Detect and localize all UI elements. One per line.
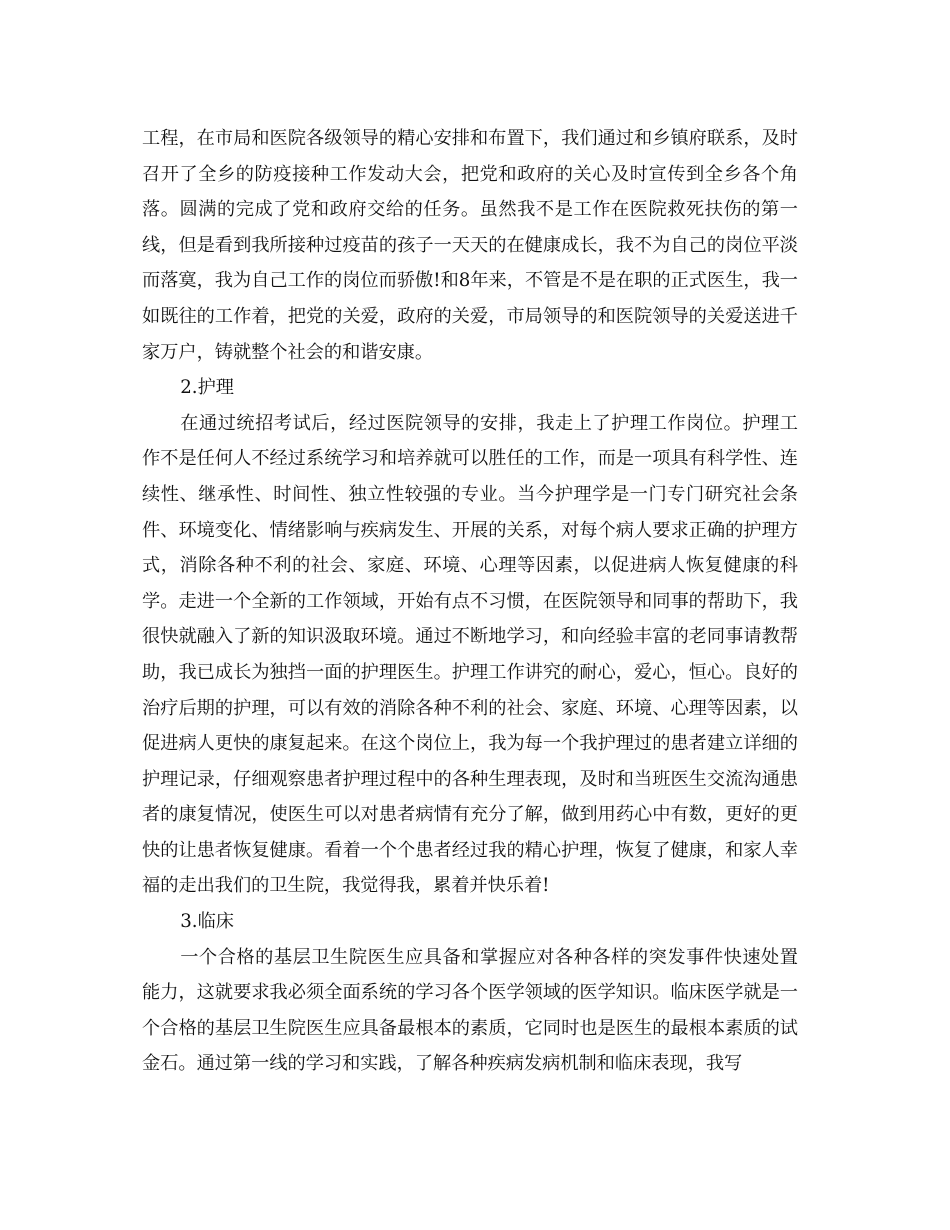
document-page [142, 121, 798, 1082]
paragraph-nursing: 在通过统招考试后，经过医院领导的安排，我走上了护理工作岗位。护理工作不是任何人不经过系统学习和培养就可以胜任的工作，而是一项具有科学性、连续性、继承性、时间性、独立性较强的专业。当今护理学是一门专门研究社会条件、环境变化、情绪影响与疾病发生、开展的关系，对每个病人要求正确的护理方式，消除各种不利的社会、家庭、环境、心理等因素，以促进病人恢复健康的科学。走进一个全新的工作领域，开始有点不习惯，在医院领导和同事的帮助下，我很快就融入了新的知识汲取环境。通过不断地学习，和向经验丰富的老同事请教帮助，我已成长为独挡一面的护理医生。护理工作讲究的耐心，爱心，恒心。良好的治疗后期的护理，可以有效的消除各种不利的社会、家庭、环境、心理等因素，以促进病人更快的康复起来。在这个岗位上，我为每一个我护理过的患者建立详细的护理记录，仔细观察患者护理过程中的各种生理表现，及时和当班医生交流沟通患者的康复情况，使医生可以对患者病情有充分了解，做到用药心中有数，更好的更快的让患者恢复健康。看着一个个患者经过我的精心护理，恢复了健康，和家人幸福的走出我们的卫生院，我觉得我，累着并快乐着! [142, 412, 798, 897]
section-heading-nursing: 2.护理 [180, 377, 234, 399]
section-heading-clinical: 3.临床 [180, 911, 234, 933]
paragraph-clinical: 一个合格的基层卫生院医生应具备和掌握应对各种各样的突发事件快速处置能力，这就要求我必须全面系统的学习各个医学领域的医学知识。临床医学就是一个合格的基层卫生院医生应具备最根本的素质，它同时也是医生的最根本素质的试金石。通过第一线的学习和实践，了解各种疾病发病机制和临床表现，我写 [142, 946, 798, 1075]
paragraph-vaccination-continued: 工程，在市局和医院各级领导的精心安排和布置下，我们通过和乡镇府联系，及时召开了全乡的防疫接种工作发动大会，把党和政府的关心及时宣传到全乡各个角落。圆满的完成了党和政府交给的任务。虽然我不是工作在医院救死扶伤的第一线，但是看到我所接种过疫苗的孩子一天天的在健康成长，我不为自己的岗位平淡而落寞，我为自己工作的岗位而骄傲!和8年来，不管是不是在职的正式医生，我一如既往的工作着，把党的关爱，政府的关爱，市局领导的和医院领导的关爱送进千家万户，铸就整个社会的和谐安康。 [142, 128, 798, 363]
